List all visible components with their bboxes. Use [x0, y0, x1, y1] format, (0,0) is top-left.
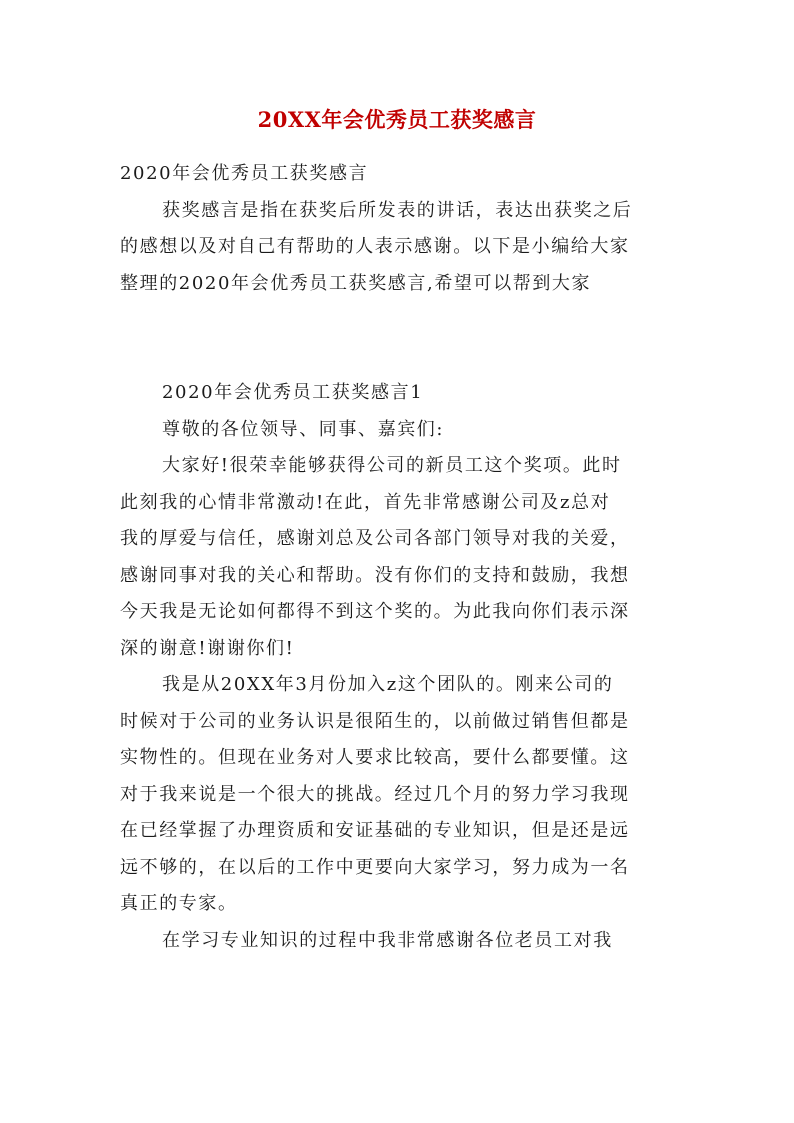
intro-line: 获奖感言是指在获奖后所发表的讲话，表达出获奖之后 — [162, 199, 633, 221]
paragraph-1 — [120, 448, 680, 667]
paragraph-line: 感谢同事对我的关心和帮助。没有你们的支持和鼓励，我想 — [120, 564, 630, 586]
paragraph-line: 大家好!很荣幸能够获得公司的新员工这个奖项。此时 — [162, 455, 622, 476]
paragraph-3 — [120, 923, 680, 960]
document-title: 20XX年会优秀员工获奖感言 — [257, 107, 537, 132]
intro-paragraph — [120, 193, 680, 303]
spacer — [120, 302, 680, 339]
paragraph-2 — [120, 667, 680, 923]
document-body — [120, 156, 680, 959]
subtitle: 2020年会优秀员工获奖感言 — [120, 163, 369, 184]
salutation: 尊敬的各位领导、同事、嘉宾们: — [162, 418, 445, 440]
intro-line: 的感想以及对自己有帮助的人表示感谢。以下是小编给大家 — [120, 236, 630, 257]
intro-line: 整理的2020年会优秀员工获奖感言,希望可以帮到大家 — [120, 272, 592, 294]
paragraph-line: 远不够的，在以后的工作中更要向大家学习，努力成为一名 — [120, 856, 630, 878]
paragraph-line: 实物性的。但现在业务对人要求比较高，要什么都要懂。这 — [120, 747, 630, 768]
paragraph-line: 对于我来说是一个很大的挑战。经过几个月的努力学习我现 — [120, 783, 630, 805]
paragraph-line: 此刻我的心情非常激动!在此，首先非常感谢公司及z总对 — [120, 491, 611, 513]
paragraph-line: 我是从20XX年3月份加入z这个团队的。刚来公司的 — [162, 674, 614, 695]
paragraph-line: 时候对于公司的业务认识是很陌生的，以前做过销售但都是 — [120, 710, 630, 732]
section-heading: 2020年会优秀员工获奖感言1 — [162, 382, 424, 403]
paragraph-line: 我的厚爱与信任，感谢刘总及公司各部门领导对我的关爱， — [120, 528, 630, 549]
paragraph-line: 深的谢意!谢谢你们! — [120, 637, 295, 659]
spacer — [120, 339, 680, 376]
paragraph-line: 在学习专业知识的过程中我非常感谢各位老员工对我 — [162, 929, 613, 951]
paragraph-line: 今天我是无论如何都得不到这个奖的。为此我向你们表示深 — [120, 601, 630, 622]
paragraph-line: 真正的专家。 — [120, 893, 238, 914]
paragraph-line: 在已经掌握了办理资质和安证基础的专业知识，但是还是远 — [120, 820, 630, 841]
